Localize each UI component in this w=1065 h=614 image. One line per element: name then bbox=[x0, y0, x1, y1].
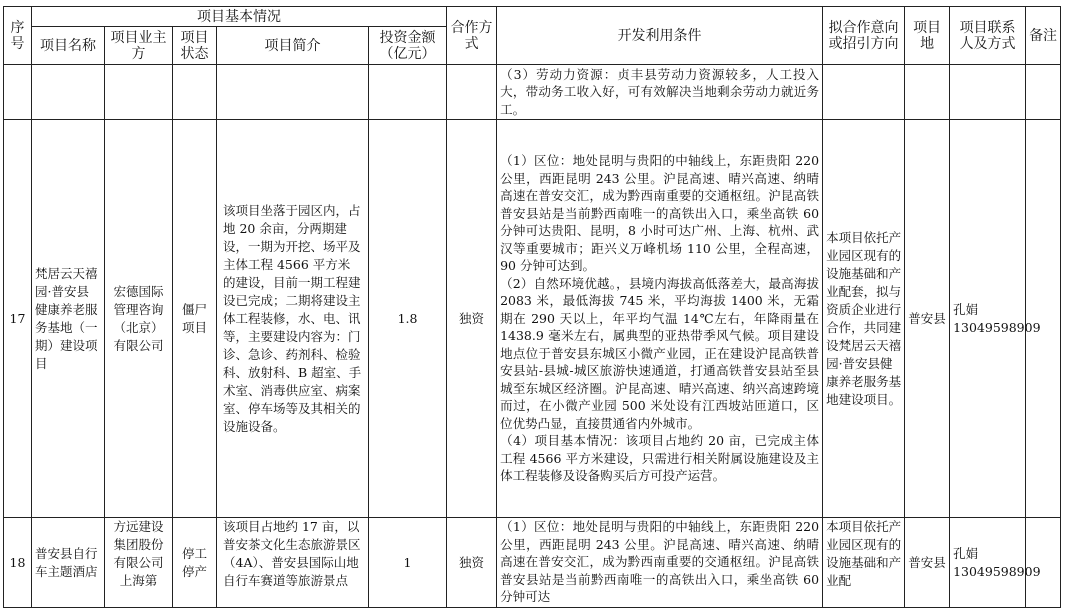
row-seq: 18 bbox=[4, 518, 32, 608]
row-investment: 1.8 bbox=[369, 120, 447, 518]
row-owner: 宏德国际管理咨询（北京）有限公司 bbox=[105, 120, 173, 518]
cont-direction bbox=[823, 65, 905, 120]
row-project-name: 普安县自行车主题酒店 bbox=[32, 518, 105, 608]
row-intro bbox=[217, 518, 369, 608]
header-owner: 项目业主方 bbox=[105, 27, 173, 65]
header-intro: 项目简介 bbox=[217, 27, 369, 65]
cont-remark bbox=[1026, 65, 1061, 120]
row-status: 僵尸项目 bbox=[173, 120, 217, 518]
row-intro-text: 该项目占地约 17 亩，以普安茶文化生态旅游景区（4A）、普安县国际山地自行车赛道等旅游景点 bbox=[223, 519, 361, 588]
header-contact: 项目联系人及方式 bbox=[950, 7, 1026, 65]
row-owner bbox=[105, 518, 173, 608]
cont-intro bbox=[217, 65, 369, 120]
cont-owner bbox=[105, 65, 173, 120]
continuation-row bbox=[4, 65, 1061, 120]
cont-location bbox=[905, 65, 950, 120]
row-conditions bbox=[497, 120, 823, 518]
condition-paragraph: （4）项目基本情况：该项目占地约 20 亩，已完成主体工程 4566 平方米建设，只需进行相关附属设施建设及主体工程装修及设备购买后方可投产运营。 bbox=[500, 433, 820, 484]
row-remark bbox=[1026, 518, 1061, 608]
cont-investment bbox=[369, 65, 447, 120]
cont-seq bbox=[4, 65, 32, 120]
header-coop-mode: 合作方式 bbox=[447, 7, 497, 65]
row-remark bbox=[1026, 120, 1061, 518]
table-row bbox=[4, 120, 1061, 518]
cont-conditions: （3）劳动力资源：贞丰县劳动力资源较多，人工投入大，带动务工收入好，可有效解决当地剩余劳动力就近务工。 bbox=[497, 65, 823, 120]
header-basic-info: 项目基本情况 bbox=[32, 7, 447, 27]
header-location: 项目地 bbox=[905, 7, 950, 65]
header-status: 项目状态 bbox=[173, 27, 217, 65]
row-contact: 孔娟 13049598909 bbox=[950, 518, 1026, 608]
row-project-name: 梵居云天禧园·普安县健康养老服务基地（一期）建设项目 bbox=[32, 120, 105, 518]
cont-status bbox=[173, 65, 217, 120]
condition-paragraph: （1）区位：地处昆明与贵阳的中轴线上，东距贵阳 220 公里，西距昆明 243 公里。沪昆高速、晴兴高速、纳晴高速在普安交汇，成为黔西南重要的交通枢纽。沪昆高铁普安县站是当前黔西南唯一的高铁出入口，乘坐高铁 60 分钟可达 bbox=[500, 519, 820, 604]
row-direction bbox=[823, 518, 905, 608]
header-row-1 bbox=[4, 7, 1061, 27]
row-location: 普安县 bbox=[905, 518, 950, 608]
row-coop-mode: 独资 bbox=[447, 518, 497, 608]
header-coop-direction: 拟合作意向或招引方向 bbox=[823, 7, 905, 65]
row-direction: 本项目依托产业园区现有的设施基础和产业配套，拟与资质企业进行合作，共同建设梵居云天禧园·普安县健康养老服务基地建设项目。 bbox=[823, 120, 905, 518]
row-status: 停工停产 bbox=[173, 518, 217, 608]
row-intro: 该项目坐落于园区内，占地 20 余亩，分两期建设，一期为开挖、场平及主体工程 4566 平方米的建设，目前一期工程建设已完成；二期将建设主体工程装修，水、电、讯等，主要建设内容为：门诊、急诊、药剂科、检验科、放射科、B 超室、手术室、消毒供应室、病案室、停车场等及其相关的设施设备。 bbox=[217, 120, 369, 518]
row-coop-mode: 独资 bbox=[447, 120, 497, 518]
condition-paragraph: （2）自然环境优越。，县境内海拔高低落差大，最高海拔 2083 米，最低海拔 745 米，平均海拔 1400 米，无霜期在 290 天以上，年平均气温 14℃左右，年降雨量在 1438.9 毫米左右，属典型的亚热带季风气候。项目建设地点位于普安县东城区小微产业园，正在建设沪昆高铁普安县站-县城-城区旅游快速通道，打通高铁普安县站至县城至东城区经济圈。沪昆高速、晴兴高速、纳兴高速跨境而过，在小微产业园 500 米处设有江西坡站匝道口，区位优势凸显，直接贯通省内外城市。 bbox=[500, 275, 820, 431]
row-conditions bbox=[497, 518, 823, 608]
table-row bbox=[4, 518, 1061, 608]
project-table bbox=[3, 6, 1061, 608]
row-location: 普安县 bbox=[905, 120, 950, 518]
cont-name bbox=[32, 65, 105, 120]
header-name: 项目名称 bbox=[32, 27, 105, 65]
row-investment: 1 bbox=[369, 518, 447, 608]
row-contact: 孔娟 13049598909 bbox=[950, 120, 1026, 518]
row-direction-text: 本项目依托产业园区现有的设施基础和产业配 bbox=[826, 519, 902, 588]
header-seq: 序号 bbox=[4, 7, 32, 65]
header-remark: 备注 bbox=[1026, 7, 1061, 65]
header-investment: 投资金额（亿元） bbox=[369, 27, 447, 65]
cont-coop-mode bbox=[447, 65, 497, 120]
condition-paragraph: （1）区位：地处昆明与贵阳的中轴线上，东距贵阳 220 公里，西距昆明 243 公里。沪昆高速、晴兴高速、纳晴高速在普安交汇，成为黔西南重要的交通枢纽。沪昆高铁普安县站是当前黔西南唯一的高铁出入口，乘坐高铁 60 分钟可达贵阳、昆明，8 小时可达广州、上海、杭州、武汉等重要城市；距兴义万峰机场 110 公里，全程高速，90 分钟可达到。 bbox=[500, 153, 820, 274]
cont-contact bbox=[950, 65, 1026, 120]
row-owner-text: 方远建设集团股份有限公司上海第 bbox=[113, 519, 164, 588]
row-seq: 17 bbox=[4, 120, 32, 518]
header-dev-conditions: 开发利用条件 bbox=[497, 7, 823, 65]
